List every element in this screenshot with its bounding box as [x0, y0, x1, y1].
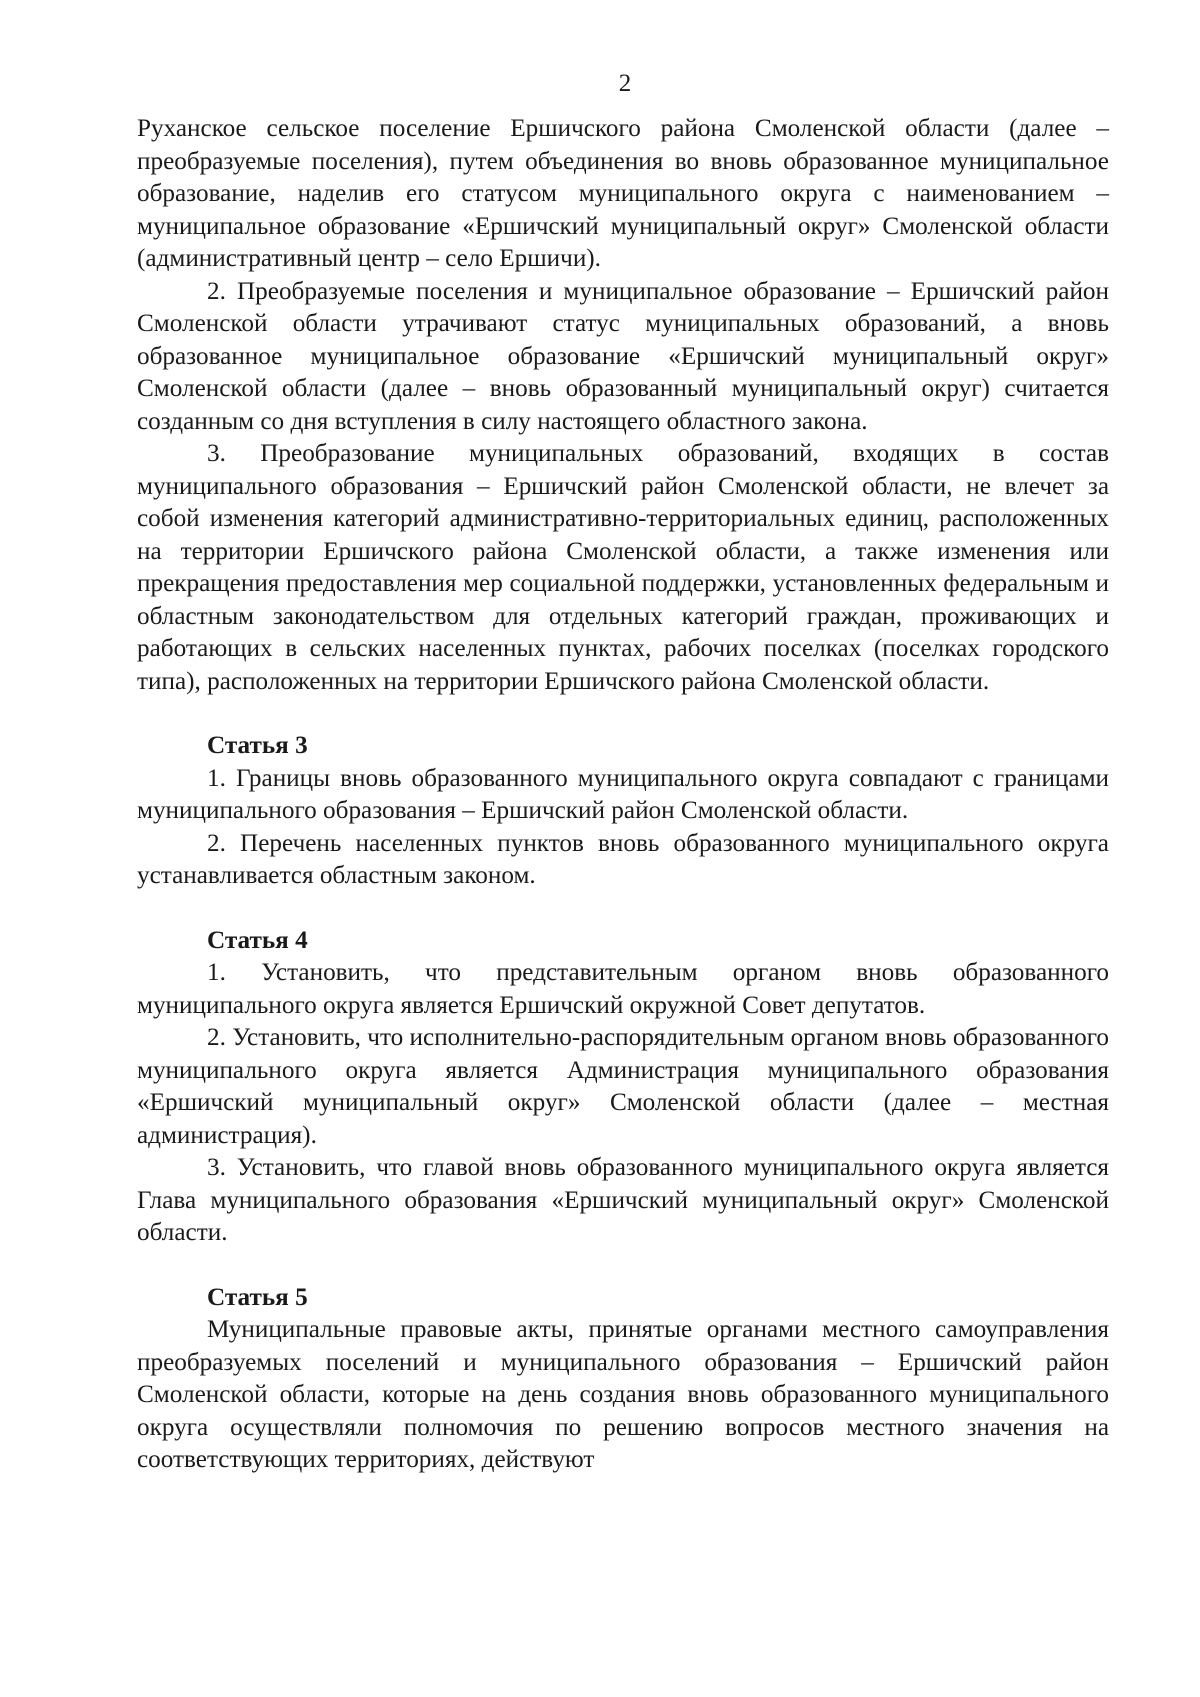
article-3-paragraph-1: 1. Границы вновь образованного муниципального округа совпадают с границами муниципального образования – Ершичский район Смоленской области.	[137, 764, 1109, 824]
article-5-heading: Статья 5	[207, 1283, 308, 1311]
paragraph-3-transformation: 3. Преобразование муниципальных образований, входящих в состав муниципального образования – Ершичский район Смоленской области, не влечет за собой изменения категорий административно-территориальных единиц, расположенных на территории Ершичского района Смоленской области, а также изменения или прекращения предоставления мер социальной поддержки, установленных федеральным и областным законодательством для отдельных категорий граждан, проживающих и работающих в сельских населенных пунктах, рабочих поселках (поселках городского типа), расположенных на территории Ершичского района Смоленской области.	[137, 440, 1109, 695]
document-body	[137, 113, 1109, 1477]
article-4-heading: Статья 4	[207, 926, 308, 954]
article-3-heading: Статья 3	[207, 732, 308, 759]
article-5-paragraph-1: Муниципальные правовые акты, принятые органами местного самоуправления преобразуемых поселений и муниципального образования – Ершичский район Смоленской области, которые на день создания вновь образованного муниципального округа осуществляли полномочия по решению вопросов местного значения на соответствующих территориях, действуют	[137, 1316, 1109, 1473]
paragraph-2-status: 2. Преобразуемые поселения и муниципальное образование – Ершичский район Смоленской области утрачивают статус муниципальных образований, а вновь образованное муниципальное образование «Ершичский муниципальный округ» Смоленской области (далее – вновь образованный муниципальный округ) считается созданным со дня вступления в силу настоящего областного закона.	[137, 277, 1109, 435]
paragraph-intro-continuation: Руханское сельское поселение Ершичского района Смоленской области (далее – преобразуемые поселения), путем объединения во вновь образованное муниципальное образование, наделив его статусом муниципального округа с наименованием – муниципальное образование «Ершичский муниципальный округ» Смоленской области (административный центр – село Ершичи).	[137, 115, 1109, 272]
article-4-paragraph-2: 2. Установить, что исполнительно-распорядительным органом вновь образованного муниципального округа является Администрация муниципального образования «Ершичский муниципальный округ» Смоленской области (далее – местная администрация).	[137, 1024, 1109, 1149]
article-4-paragraph-1: 1. Установить, что представительным органом вновь образованного муниципального округа является Ершичский окружной Совет депутатов.	[137, 959, 1109, 1019]
article-4-paragraph-3: 3. Установить, что главой вновь образованного муниципального округа является Глава муниципального образования «Ершичский муниципальный округ» Смоленской области.	[137, 1154, 1109, 1246]
page-number: 2	[618, 70, 632, 97]
article-3-paragraph-2: 2. Перечень населенных пунктов вновь образованного муниципального округа устанавливается областным законом.	[137, 829, 1109, 889]
